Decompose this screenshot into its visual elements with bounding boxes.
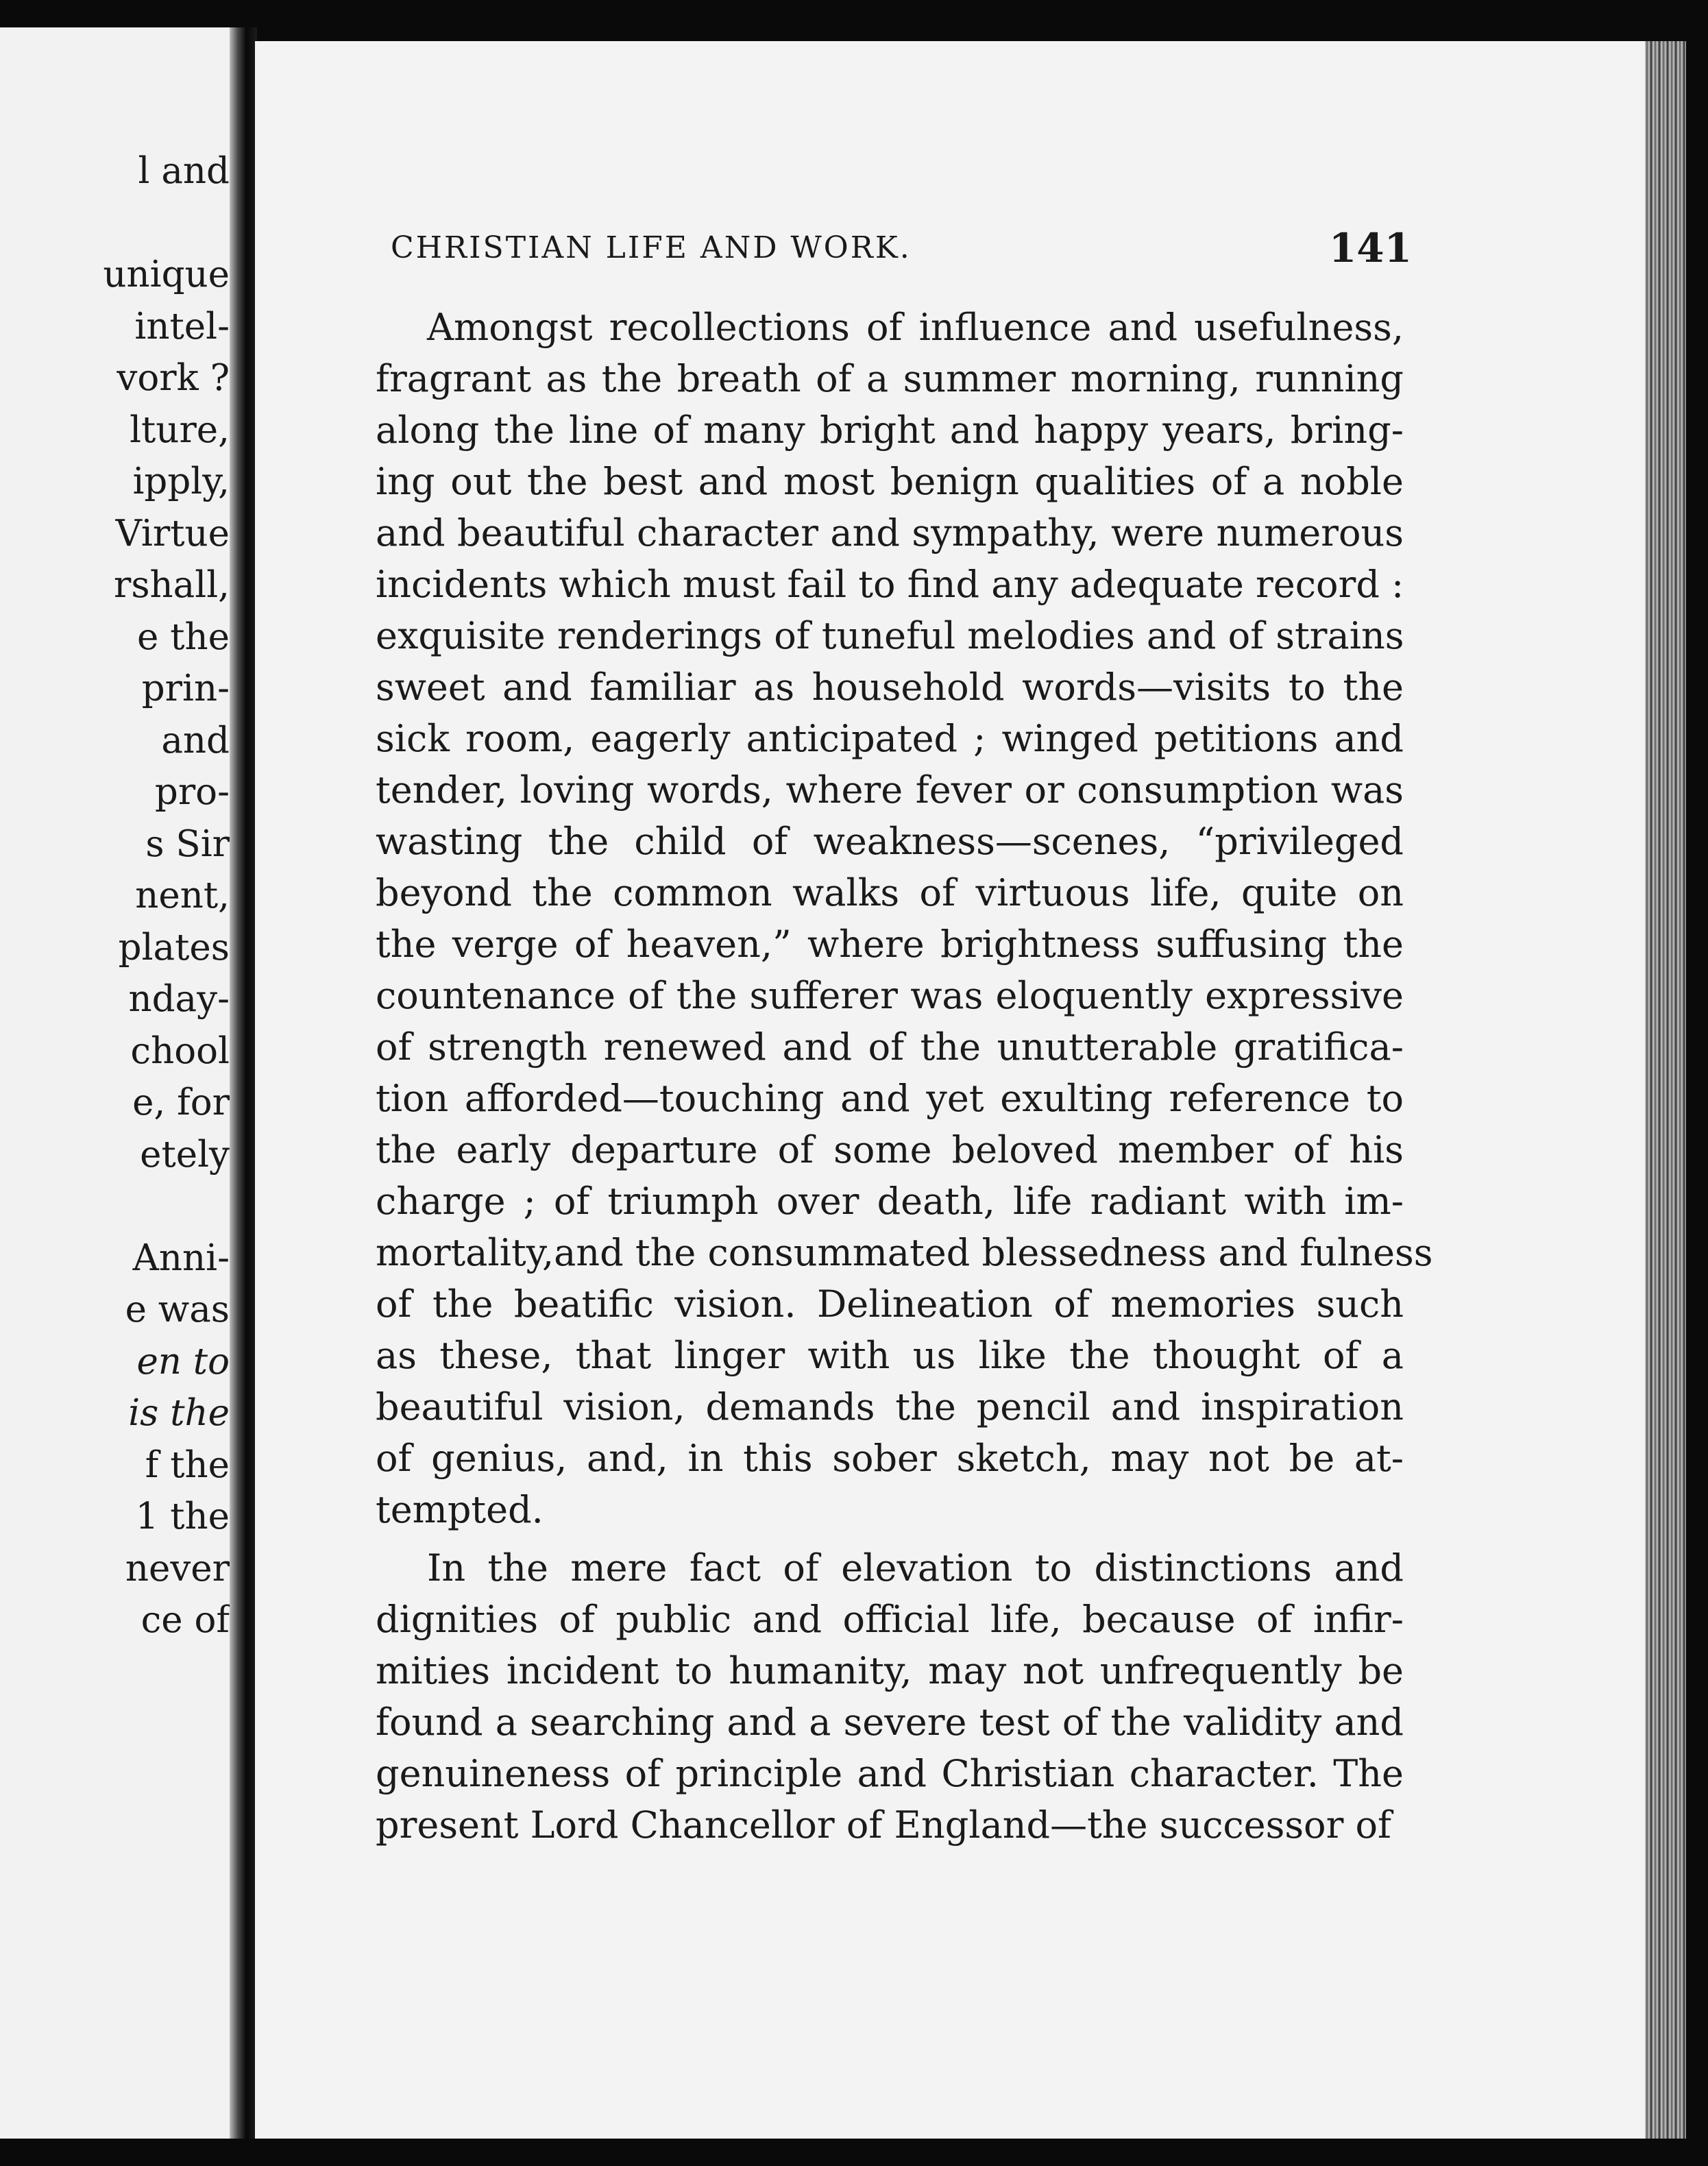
text-line: tempted. bbox=[376, 1488, 544, 1531]
text-line: as these, that linger with us like the thought of a bbox=[376, 1334, 1404, 1377]
text-line: wasting the child of weakness—scenes, “privileged bbox=[376, 820, 1404, 863]
left-page-line: l and bbox=[138, 150, 230, 192]
text-line: the verge of heaven,” where brightness suffusing the bbox=[376, 923, 1404, 966]
text-line: charge ; of triumph over death, life radiant with im- bbox=[376, 1180, 1404, 1223]
running-head bbox=[391, 226, 1412, 270]
text-line: the early departure of some beloved member of his bbox=[376, 1128, 1404, 1171]
left-page-line: intel- bbox=[134, 305, 230, 348]
text-line: tender, loving words, where fever or consumption was bbox=[376, 768, 1404, 812]
left-page-line: ce of bbox=[141, 1599, 230, 1641]
page-number: 141 bbox=[1328, 225, 1412, 271]
left-page-line: vork ? bbox=[117, 357, 230, 399]
left-page-line: e the bbox=[136, 616, 230, 658]
text-line: mities incident to humanity, may not unfrequently be bbox=[376, 1649, 1404, 1692]
text-line: incidents which must fail to find any adequate record : bbox=[376, 563, 1404, 606]
left-page-line: Anni- bbox=[132, 1237, 230, 1279]
text-line: present Lord Chancellor of England—the successor of bbox=[376, 1803, 1392, 1847]
left-page-line: is the bbox=[128, 1392, 230, 1434]
text-line: tion afforded—touching and yet exulting reference to bbox=[376, 1077, 1404, 1120]
left-page-line: nent, bbox=[135, 875, 230, 916]
left-facing-page bbox=[0, 27, 230, 2139]
text-line: along the line of many bright and happy years, bring- bbox=[376, 409, 1404, 452]
left-page-line: prin- bbox=[141, 668, 230, 709]
left-page-line: and bbox=[161, 719, 230, 762]
left-page-line: etely bbox=[140, 1133, 230, 1176]
left-page-line: pro- bbox=[154, 771, 230, 813]
text-line: sweet and familiar as household words—visits to the bbox=[376, 666, 1404, 709]
left-page-line: unique bbox=[103, 254, 230, 295]
body-text bbox=[376, 302, 1433, 1851]
text-line: fragrant as the breath of a summer morning, running bbox=[376, 357, 1404, 400]
text-line: sick room, eagerly anticipated ; winged petitions and bbox=[376, 717, 1404, 760]
text-line: of genius, and, in this sober sketch, may not be at- bbox=[376, 1437, 1404, 1480]
text-line: beautiful vision, demands the pencil and inspiration bbox=[376, 1385, 1404, 1428]
left-page-line: en to bbox=[136, 1340, 230, 1383]
page-edges bbox=[1645, 41, 1686, 2139]
left-page-line: ipply, bbox=[132, 461, 230, 502]
text-line: genuineness of principle and Christian character. The bbox=[376, 1752, 1404, 1795]
left-page-line: Virtue bbox=[115, 512, 230, 555]
left-page-line: lture, bbox=[130, 409, 230, 451]
left-page-line: chool bbox=[130, 1030, 230, 1072]
left-page-line: never bbox=[125, 1547, 230, 1590]
left-page-line: e, for bbox=[132, 1082, 230, 1123]
text-line: of strength renewed and of the unutterable gratifica- bbox=[376, 1025, 1404, 1069]
text-line: Amongst recollections of influence and usefulness, bbox=[427, 306, 1404, 349]
left-page-line: e was bbox=[125, 1289, 230, 1330]
text-line: dignities of public and official life, because of infir- bbox=[376, 1598, 1404, 1641]
text-line: of the beatific vision. Delineation of memories such bbox=[376, 1282, 1404, 1326]
left-page-line: nday- bbox=[128, 978, 230, 1020]
text-line: In the mere fact of elevation to distinctions and bbox=[427, 1546, 1404, 1590]
left-page-line: rshall, bbox=[113, 564, 230, 606]
text-line: mortality,and the consummated blessedness and fulness bbox=[376, 1231, 1433, 1274]
text-line: ing out the best and most benign qualities of a noble bbox=[376, 460, 1404, 503]
left-page-line: 1 the bbox=[135, 1496, 230, 1537]
text-line: beyond the common walks of virtuous life, quite on bbox=[376, 871, 1404, 914]
left-page-line: plates bbox=[118, 926, 230, 969]
left-page-line: f the bbox=[145, 1444, 230, 1486]
text-line: countenance of the sufferer was eloquently expressive bbox=[376, 974, 1404, 1017]
book-gutter bbox=[230, 27, 257, 2139]
left-page-line: s Sir bbox=[145, 823, 230, 865]
text-line: found a searching and a severe test of the validity and bbox=[376, 1701, 1404, 1744]
running-title: CHRISTIAN LIFE AND WORK. bbox=[391, 230, 912, 265]
text-line: and beautiful character and sympathy, were numerous bbox=[376, 511, 1404, 555]
text-line: exquisite renderings of tuneful melodies and of strains bbox=[376, 614, 1404, 657]
